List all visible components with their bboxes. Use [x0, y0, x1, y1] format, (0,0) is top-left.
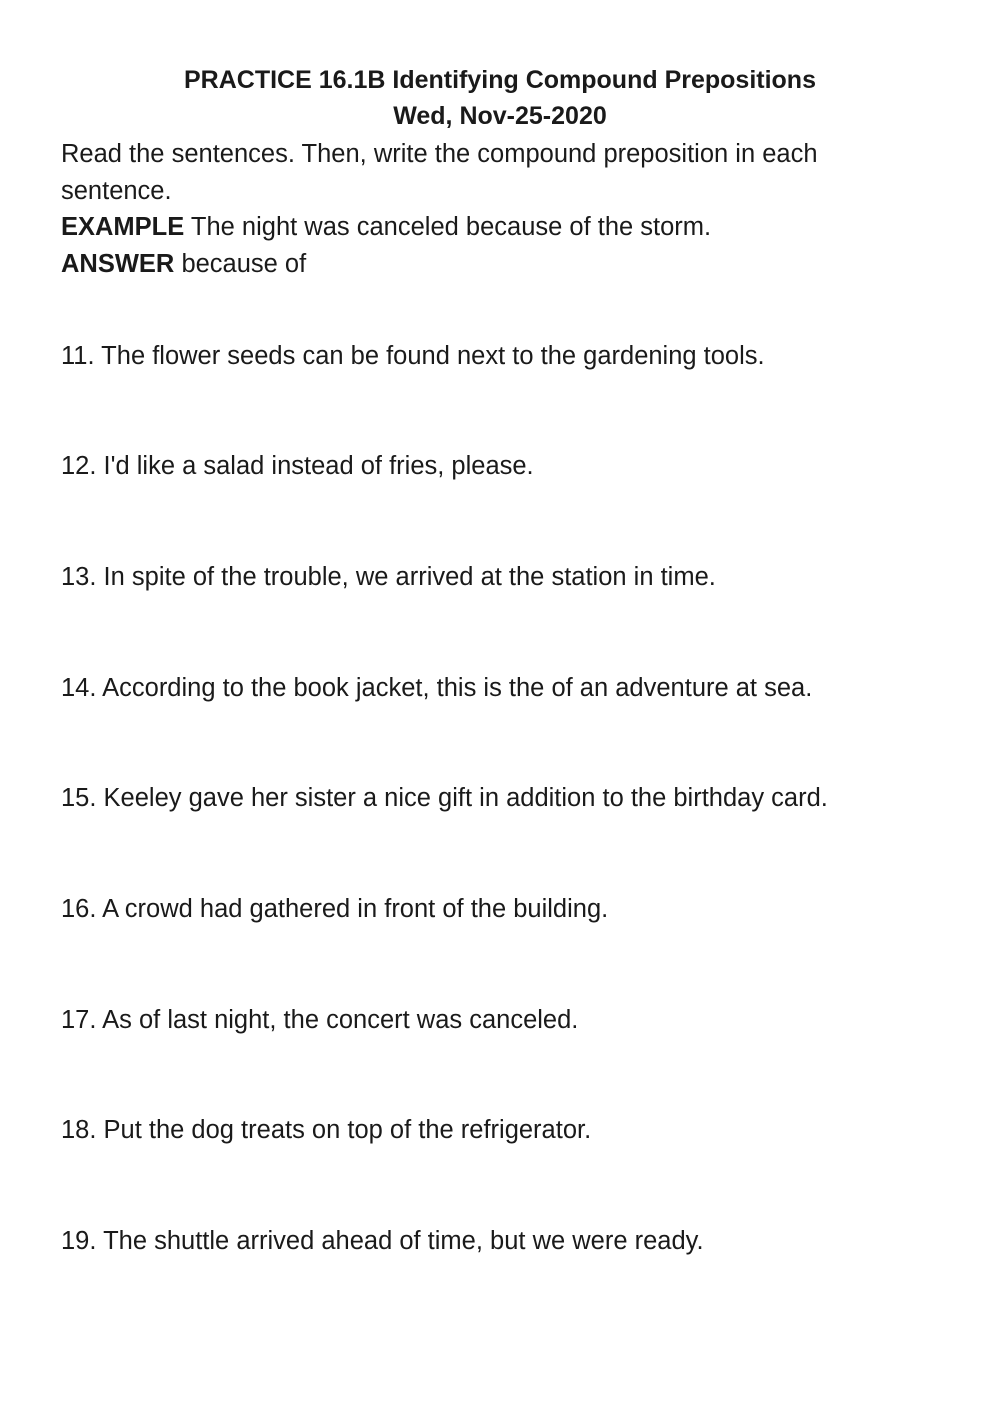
instructions-line-1: Read the sentences. Then, write the compound preposition in each: [61, 140, 818, 168]
example-line: [61, 209, 941, 246]
answer-line: [61, 246, 941, 283]
answer-text: because of: [181, 250, 307, 278]
exercise-item: 19. The shuttle arrived ahead of time, but we were ready.: [61, 1227, 704, 1255]
answer-label: ANSWER: [61, 250, 175, 278]
exercise-item: 18. Put the dog treats on top of the refrigerator.: [61, 1116, 592, 1144]
example-text: The night was canceled because of the storm.: [190, 213, 712, 241]
page-date: Wed, Nov-25-2020: [393, 102, 607, 130]
instructions-line-2: sentence.: [61, 177, 172, 205]
exercise-item: 11. The flower seeds can be found next to the gardening tools.: [61, 342, 765, 370]
page-title: PRACTICE 16.1B Identifying Compound Prepositions: [184, 66, 816, 94]
exercise-item: 15. Keeley gave her sister a nice gift in addition to the birthday card.: [61, 784, 828, 812]
exercise-item: 16. A crowd had gathered in front of the building.: [61, 895, 609, 923]
example-label: EXAMPLE: [61, 213, 185, 241]
exercise-item: 13. In spite of the trouble, we arrived at the station in time.: [61, 563, 716, 591]
exercise-item: 14. According to the book jacket, this is the of an adventure at sea.: [61, 674, 813, 702]
exercise-item: 12. I'd like a salad instead of fries, please.: [61, 452, 534, 480]
exercise-item: 17. As of last night, the concert was canceled.: [61, 1006, 579, 1034]
